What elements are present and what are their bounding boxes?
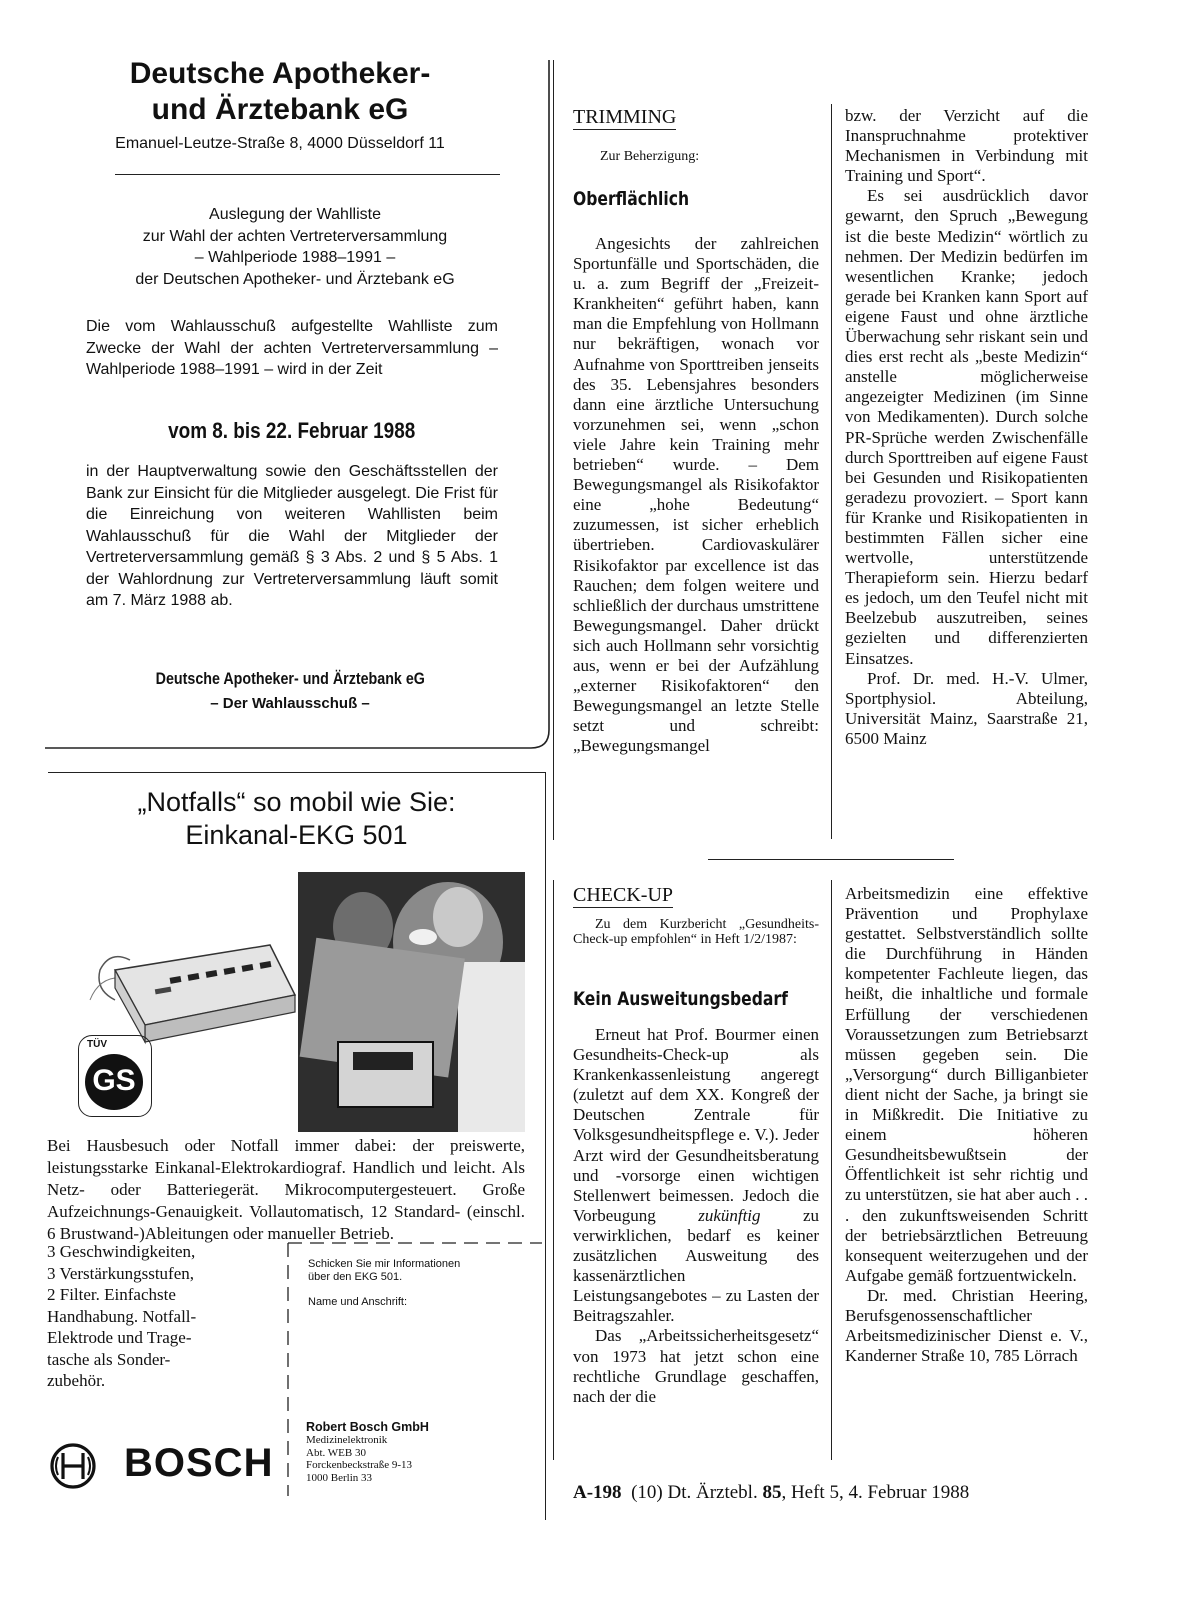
coupon-request [308,1258,460,1283]
center-column-rule [553,60,554,840]
bank-heading-line: – Wahlperiode 1988–1991 – [194,249,396,266]
trimming-paragraph: Es sei ausdrücklich davor gewarnt, den Spruch „Bewegung ist die beste Medizin“ wörtlich zu nehmen. Der Medizin bedürfen im wesentlichen Kranke; jedoch gerade bei Kranken kann Sport auf eigene Faust und ohne ärztliche Überwachung sehr riskant sein und dies erst recht als „beste Medizin“ anstelle möglicherweise angezeigter Medizinen (im Sinne von Medikamenten). Durch solche PR-Sprüche werden Zwischenfälle durch Sporttreiben auf eigene Faust bei Gesunden und Risikopatienten geradezu provoziert. – Sport kann für Kranke und Risikopatienten in bestimmten Fällen sicher eine wertvolle, unterstützende Therapieform sein. Hierzu bedarf es jedoch, um den Teufel nicht mit Beelzebub auszutreiben, seines gezielten und differenzierten Einsatzes. [845,186,1088,668]
ad-feature-line: 3 Verstärkungsstufen, [47,1263,194,1283]
checkup-heading: Kein Ausweitungsbedarf [573,988,788,1010]
ekg-photo-scene [298,872,525,1132]
bosch-logo-text: BOSCH [124,1441,274,1485]
tuv-label: TÜV [87,1039,107,1050]
tuv-gs-mark [78,1035,152,1117]
trimming-subtitle: Zur Beherzigung: [600,149,700,164]
bosch-address-line: Abt. WEB 30 [306,1446,366,1459]
footer-issue: , Heft 5, 4. Februar 1988 [781,1482,970,1503]
page-number: A-198 [573,1482,622,1503]
checkup-section-label: CHECK-UP [573,884,674,906]
bank-address: Emanuel-Leutze-Straße 8, 4000 Düsseldorf 11 [115,135,445,152]
ad-feature-line: 3 Geschwindigkeiten, [47,1242,196,1261]
ad-headline-line2: Einkanal-EKG 501 [185,820,408,850]
checkup-paragraph: Arbeitsmedizin eine effektive Prävention und Prophylaxe gestattet. Selbstverständlich sollte die Durchführung in Händen kompetenter Fachleute liegen, das heißt, die inhaltliche und formale Erfüllung der verschiedenen Voraussetzungen zum Betriebsarzt müssen gegeben sein. Die „Versorgung“ durch Billiganbieter dient nicht der Sache, ja bringt sie in Mißkredit. Die Initiative zu einem höheren Gesundheitsbewußtsein der Öffentlichkeit ist sehr richtig und zu unterstützen, sie hat aber auch . . . den zukunftsweisenden Schritt der betriebsärztlichen Betreuung konsequent weiterzugehen und der Aufgabe gemäß fortzuentwickeln. [845,884,1088,1285]
trimming-column-rule [831,104,832,839]
ad-feature-line: zubehör. [47,1371,106,1390]
bank-para2: in der Hauptverwaltung sowie den Geschäftsstellen der Bank zur Einsicht für die Mitglieder ausgelegt. Die Frist für die Einreichung von weiteren Wahllisten beim Wahlausschuß für die Wahl der Mitglieder der Vertreterversammlung gemäß § 3 Abs. 2 und § 5 Abs. 1 der Wahlordnung zur Vertreterversammlung läuft somit am 7. März 1988 ab. [86,463,498,609]
coupon-name-field[interactable] [308,1312,533,1417]
bosch-armature-icon [48,1441,98,1491]
bosch-address-line: 1000 Berlin 33 [306,1471,372,1484]
bosch-company: Robert Bosch GmbH [306,1420,429,1434]
trimming-paragraph: bzw. der Verzicht auf die Inanspruchnahme protektiver Mechanismen in Verbindung mit Training und Sport“. [845,106,1088,186]
bank-para1: Die vom Wahlausschuß aufgestellte Wahlliste zum Zwecke der Wahl der achten Vertreterversammlung – Wahlperiode 1988–1991 – wird in der Zeit [86,318,498,378]
bank-heading-line: Auslegung der Wahlliste [209,206,381,223]
bank-sign2: – Der Wahlausschuß – [210,695,370,712]
ad-body: Bei Hausbesuch oder Notfall immer dabei: der preiswerte, leistungsstarke Einkanal-Elektrokardiograf. Handlich und leicht. Als Netz- oder Batteriegerät. Mikrocomputergesteuert. Große Aufzeichnungs-Genauigkeit. Vollautomatisch, 12 Standard- (einschl. 6 Brustwand-)Ableitungen oder manueller Betrieb. [47,1136,525,1243]
checkup-text: Erneut hat Prof. Bourmer einen Gesundheits-Check-up als Krankenkassenleistung angeregt (zuletzt auf dem XX. Kongreß der Deutschen Zentrale für Volksgesundheitspflege e. V.). Jeder Arzt wird der Gesundheitsberatung und -vorsorge einen wichtigen Stellenwert beimessen. Jedoch die Vorbeugung [573,1025,819,1225]
bank-title-line2: und Ärztebank eG [151,93,409,126]
checkup-left-rule [553,880,554,1460]
checkup-column-1 [573,1025,819,1407]
gs-seal [85,1054,143,1110]
coupon-line: Schicken Sie mir Informationen [308,1258,461,1270]
article-separator [708,859,954,860]
gs-label: GS [92,1064,136,1097]
checkup-paragraph: Das „Arbeitssicherheitsgesetz“ von 1973 hat jetzt schon eine rechtliche Grundlage geschaffen, nach der die [573,1326,819,1406]
ad-feature-line: Handhabung. Notfall- [47,1306,197,1326]
bank-heading-line: zur Wahl der achten Vertreterversammlung [142,227,448,245]
page-footer [573,1482,969,1504]
bosch-address-line: Forckenbeckstraße 9-13 [306,1459,412,1471]
trimming-signature: Prof. Dr. med. H.-V. Ulmer, Sportphysiol. Abteilung, Universität Mainz, Saarstraße 21, 6500 Mainz [845,668,1088,748]
trimming-section-label: TRIMMING [573,106,677,128]
trimming-column-1 [573,234,819,756]
bank-box-border [45,60,560,760]
checkup-signature: Dr. med. Christian Heering, Berufsgenossenschaftlicher Arbeitsmedizinischer Dienst e. V., Kanderner Straße 10, 785 Lörrach [845,1285,1088,1366]
ad-feature-list [47,1241,196,1392]
ad-headline-line1: „Notfalls“ so mobil wie Sie: [137,787,456,817]
ad-feature-line: 2 Filter. Einfachste [47,1285,176,1304]
trimming-column-2 [845,106,1088,749]
coupon-line: über den EKG 501. [308,1270,403,1283]
bank-heading-line: der Deutschen Apotheker- und Ärztebank eG [135,270,455,288]
trimming-heading: Oberflächlich [573,188,690,210]
trimming-paragraph: Angesichts der zahlreichen Sportunfälle und Sportschäden, die u. a. zum Begriff der „Freizeit-Krankheiten“ geführt haben, kann man die Empfehlung von Hollmann nur bekräftigen, wonach vor Aufnahme von Sporttreiben jenseits des 35. Lebensjahres besonders dann eine ärztliche Untersuchung vorzunehmen sei, wenn „schon viele Jahre kein Training mehr betrieben“ wurde. – Dem Bewegungsmangel als Risikofaktor eine „hohe Bedeutung“ zuzumessen, ist sicher erheblich übertrieben. Cardiovaskulärer Risikofaktor par excellence ist das Rauchen; dem folgen weitere und schließlich der durchaus umstrittene Bewegungsmangel. Daher drückt sich auch Hollmann sehr vorsichtig aus, wenn er bei der Aufzählung „externer Risikofaktoren“ den Bewegungsmangel an letzte Stelle setzt und schreibt: „Bewegungsmangel [573,234,819,756]
bank-sign1: Deutsche Apotheker- und Ärztebank eG [155,669,425,688]
bosch-address-line: Medizinelektronik [306,1434,388,1446]
bank-date: vom 8. bis 22. Februar 1988 [168,418,416,443]
bosch-address [306,1434,412,1484]
checkup-column-2 [845,884,1088,1366]
ekg-photo [298,872,525,1132]
checkup-paragraph [573,1025,819,1326]
checkup-subtitle: Zu dem Kurzbericht „Gesundheits-Check-up empfohlen“ in Heft 1/2/1987: [573,917,819,947]
footer-volume: 85 [762,1482,782,1503]
ad-feature-line: Elektrode und Trage- [47,1328,192,1347]
footer-journal: (10) Dt. Ärztebl. [631,1482,763,1503]
checkup-column-rule [831,880,832,1460]
ekg-device-illustration [70,930,300,1050]
coupon-name-field-label: Name und Anschrift: [308,1296,408,1308]
checkup-text: zu verwirklichen, bedarf es keiner zusätzlichen Ausweitung des kassenärztlichen Leistungsangebotes – zu Lasten der Beitragszahler. [573,1205,819,1326]
ad-feature-line: tasche als Sonder- [47,1349,171,1369]
ad-top-border [48,772,545,773]
bank-title-line1: Deutsche Apotheker- [129,57,431,90]
checkup-emphasis: zukünftig [698,1205,761,1225]
